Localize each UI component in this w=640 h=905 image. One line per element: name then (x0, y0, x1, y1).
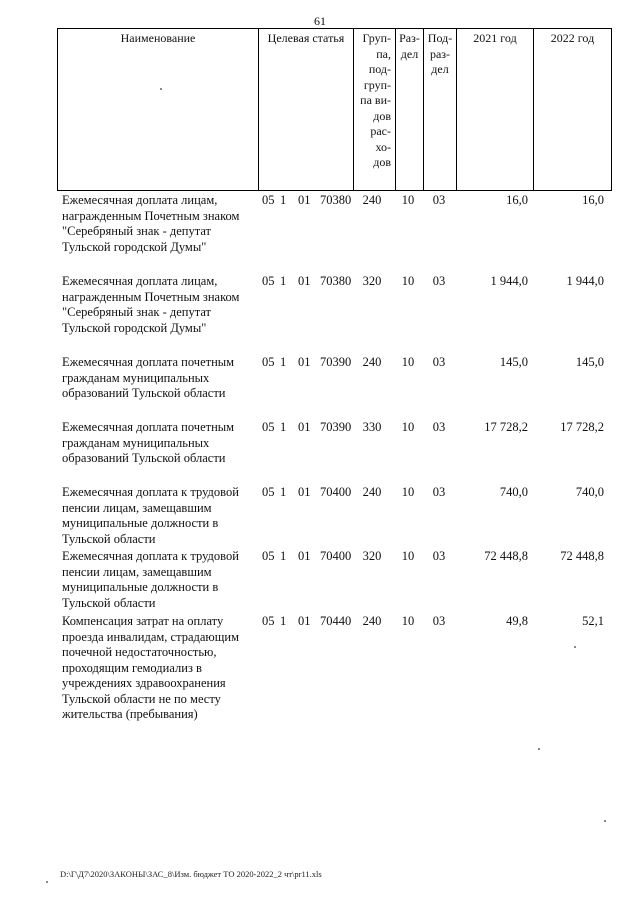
row-name (62, 274, 257, 336)
header-group-line: рас- (370, 124, 391, 138)
header-group-line: хо- (375, 139, 391, 154)
header-name: Наименование (120, 31, 196, 45)
code-program: 05 (262, 193, 275, 207)
row-name-line: Тульской области (62, 595, 156, 610)
row-name-line: учреждениях здравоохранения (62, 676, 226, 690)
row-name (62, 355, 257, 402)
code-direction: 70380 (320, 274, 352, 288)
row-value-2022: 17 728,2 (560, 420, 604, 434)
row-name-line: пенсии лицам, замещавшим (62, 500, 212, 515)
row-name (62, 485, 257, 547)
row-group: 240 (362, 614, 382, 628)
row-value-2022: 740,0 (575, 485, 604, 499)
row-razdel: 10 (401, 274, 415, 288)
row-value-2021: 49,8 (506, 614, 528, 628)
header-group-line: па ви- (360, 93, 391, 107)
row-razdel: 10 (401, 614, 415, 628)
row-group: 320 (362, 274, 382, 288)
row-razdel: 10 (401, 549, 415, 563)
row-name-line: пенсии лицам, замещавшим (62, 564, 212, 579)
code-subprogram: 1 (280, 355, 287, 369)
row-value-2021: 72 448,8 (484, 549, 528, 563)
code-event: 01 (298, 485, 311, 499)
row-value-2021: 145,0 (499, 355, 528, 369)
row-name-line: "Серебряный знак - депутат (62, 305, 212, 319)
code-direction: 70440 (320, 614, 352, 628)
row-name-line: Тульской области (62, 531, 156, 546)
code-subprogram: 1 (280, 193, 287, 207)
row-group: 320 (362, 549, 382, 563)
header-podrazdel-line: раз- (429, 46, 451, 61)
row-value-2022: 1 944,0 (566, 274, 604, 288)
row-name-line: Тульской области не по месту (62, 691, 221, 706)
code-event: 01 (298, 549, 311, 563)
code-program: 05 (262, 485, 275, 499)
row-podrazdel: 03 (432, 485, 446, 499)
scan-speck (574, 646, 576, 648)
header-group-line: Груп- (362, 31, 391, 45)
header-target-article: Целевая статья (258, 29, 353, 190)
row-name-line: Ежемесячная доплата почетным (62, 355, 235, 369)
row-name-line: муниципальные должности в (62, 580, 219, 594)
footer-file-path: D:\Г\Д7\2020\ЗАКОНЫ\ЗАС_8\Изм. бюджет ТО 2020-2022_2 чт\pr11.xls (60, 869, 322, 879)
header-podrazdel (423, 29, 456, 190)
row-group: 240 (362, 485, 382, 499)
row-value-2021: 740,0 (499, 485, 528, 499)
code-subprogram: 1 (280, 420, 287, 434)
header-year-2022: 2022 год (533, 29, 611, 190)
code-direction: 70380 (320, 193, 352, 207)
row-value-2022: 72 448,8 (560, 549, 604, 563)
code-subprogram: 1 (280, 614, 287, 628)
code-program: 05 (262, 274, 275, 288)
code-program: 05 (262, 420, 275, 434)
header-group-line: под- (368, 62, 391, 76)
code-program: 05 (262, 614, 275, 628)
header-razdel (395, 29, 423, 190)
row-name-line: "Серебряный знак - депутат (62, 224, 212, 238)
row-value-2021: 1 944,0 (490, 274, 528, 288)
header-podrazdel-line: Под- (427, 31, 453, 45)
row-name (62, 420, 257, 467)
row-name-line: Тульской городской Думы" (62, 320, 207, 335)
row-name-line: проезда инвалидам, страдающим (62, 629, 239, 644)
header-year-2021: 2021 год (456, 29, 533, 190)
row-name-line: награжденным Почетным знаком (62, 289, 240, 304)
code-program: 05 (262, 549, 275, 563)
row-name-line: Ежемесячная доплата почетным (62, 420, 235, 434)
code-direction: 70400 (320, 549, 352, 563)
row-podrazdel: 03 (432, 193, 446, 207)
row-value-2022: 16,0 (582, 193, 604, 207)
header-group-line: па, (376, 46, 391, 61)
code-event: 01 (298, 614, 311, 628)
scan-speck (604, 820, 606, 822)
code-event: 01 (298, 193, 311, 207)
row-podrazdel: 03 (432, 614, 446, 628)
row-value-2021: 16,0 (506, 193, 528, 207)
header-group-line: груп- (363, 77, 391, 92)
table-header (57, 28, 612, 191)
row-name-line: Ежемесячная доплата лицам, (62, 193, 218, 207)
row-name-line: гражданам муниципальных (62, 370, 210, 385)
row-group: 240 (362, 193, 382, 207)
row-name-line: Тульской городской Думы" (62, 239, 207, 254)
code-direction: 70400 (320, 485, 352, 499)
header-group (353, 29, 395, 190)
code-direction: 70390 (320, 420, 352, 434)
row-podrazdel: 03 (432, 355, 446, 369)
row-podrazdel: 03 (432, 420, 446, 434)
row-name-line: Ежемесячная доплата к трудовой (62, 485, 239, 499)
row-name-line: награжденным Почетным знаком (62, 208, 240, 223)
header-group-line: дов (373, 155, 391, 169)
scan-speck (538, 748, 540, 750)
header-podrazdel-line: дел (431, 62, 449, 76)
scan-speck (46, 881, 48, 883)
code-subprogram: 1 (280, 485, 287, 499)
code-program: 05 (262, 355, 275, 369)
row-name-line: Ежемесячная доплата лицам, (62, 274, 218, 288)
row-name-line: почечной недостаточностью, (62, 645, 217, 659)
row-name-line: жительства (пребывания) (62, 707, 198, 721)
code-event: 01 (298, 355, 311, 369)
header-group-line: дов (373, 108, 391, 123)
row-name-line: муниципальные должности в (62, 516, 219, 530)
row-value-2021: 17 728,2 (484, 420, 528, 434)
row-name (62, 193, 257, 255)
row-group: 330 (362, 420, 382, 434)
row-value-2022: 145,0 (575, 355, 604, 369)
code-direction: 70390 (320, 355, 352, 369)
row-razdel: 10 (401, 485, 415, 499)
row-razdel: 10 (401, 355, 415, 369)
row-name-line: гражданам муниципальных (62, 435, 210, 450)
header-razdel-line: Раз- (399, 31, 420, 45)
row-name-line: образований Тульской области (62, 451, 226, 465)
row-name-line: проходящим гемодиализ в (62, 660, 202, 675)
code-event: 01 (298, 420, 311, 434)
row-podrazdel: 03 (432, 274, 446, 288)
code-subprogram: 1 (280, 274, 287, 288)
row-name (62, 614, 257, 723)
row-name-line: Компенсация затрат на оплату (62, 614, 224, 628)
row-name-line: Ежемесячная доплата к трудовой (62, 549, 239, 563)
page-number: 61 (314, 14, 326, 28)
row-razdel: 10 (401, 193, 415, 207)
row-name (62, 549, 257, 611)
code-event: 01 (298, 274, 311, 288)
header-razdel-line: дел (400, 46, 419, 61)
row-value-2022: 52,1 (582, 614, 604, 628)
row-podrazdel: 03 (432, 549, 446, 563)
row-name-line: образований Тульской области (62, 386, 226, 400)
row-group: 240 (362, 355, 382, 369)
row-razdel: 10 (401, 420, 415, 434)
scan-speck (160, 88, 162, 90)
code-subprogram: 1 (280, 549, 287, 563)
